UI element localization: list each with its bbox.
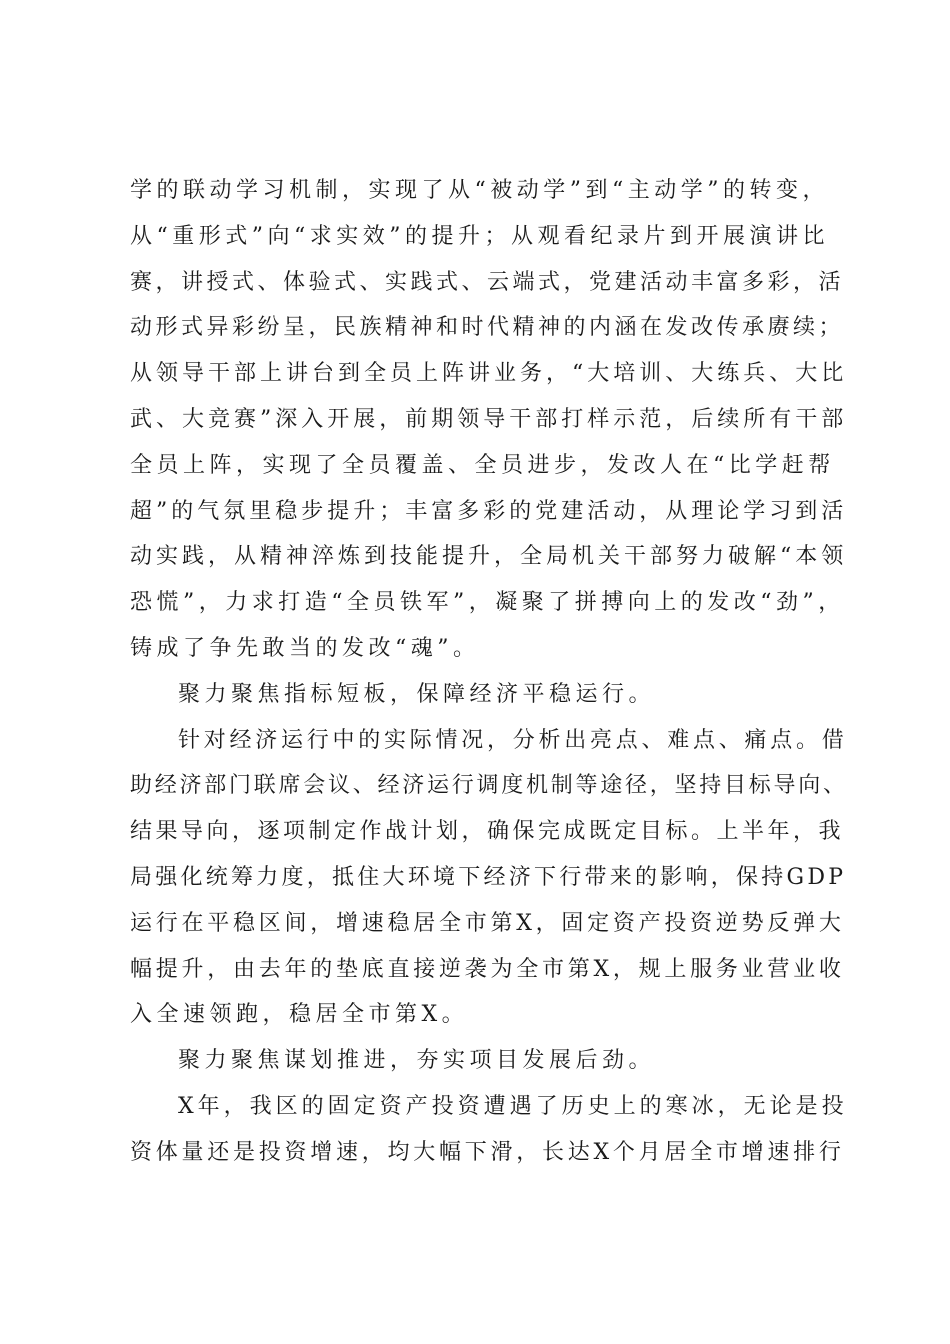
text-line: 铸成了争先敢当的发改“魂”。 [130,635,480,661]
text-line: 全员上阵，实现了全员覆盖、全员进步，发改人在“比学赶帮 [130,452,835,478]
text-line: 局强化统筹力度，抵住大环境下经济下行带来的影响，保持GDP [130,864,847,890]
text-line: 幅提升，由去年的垫底直接逆袭为全市第X，规上服务业营业收 [130,956,845,982]
text-line: 从领导干部上讲台到全员上阵讲业务，“大培训、大练兵、大比 [130,361,848,387]
text-line: 助经济部门联席会议、经济运行调度机制等途径，坚持目标导向、 [130,773,848,799]
section-heading: 聚力聚焦谋划推进，夯实项目发展后劲。 [178,1048,656,1074]
text-line: 从“重形式”向“求实效”的提升；从观看纪录片到开展演讲比 [130,223,829,249]
text-line: X年，我区的固定资产投资遭遇了历史上的寒冰，无论是投 [178,1093,848,1119]
text-line: 赛，讲授式、体验式、实践式、云端式，党建活动丰富多彩，活 [130,269,845,295]
text-line: 入全速领跑，稳居全市第X。 [130,1002,469,1028]
text-line: 运行在平稳区间，增速稳居全市第X，固定资产投资逆势反弹大 [130,910,845,936]
text-line: 动实践，从精神淬炼到技能提升，全局机关干部努力破解“本领 [130,544,848,570]
body-text [130,168,850,1176]
text-line: 超”的气氛里稳步提升；丰富多彩的党建活动，从理论学习到活 [130,498,848,524]
text-line: 动形式异彩纷呈，民族精神和时代精神的内涵在发改传承赓续； [130,315,845,341]
text-line: 武、大竞赛”深入开展，前期领导干部打样示范，后续所有干部 [130,406,848,432]
text-line: 针对经济运行中的实际情况，分析出亮点、难点、痛点。借 [178,727,848,753]
text-line: 结果导向，逐项制定作战计划，确保完成既定目标。上半年，我 [130,819,845,845]
text-line: 资体量还是投资增速，均大幅下滑，长达X个月居全市增速排行 [130,1139,845,1165]
text-line: 学的联动学习机制，实现了从“被动学”到“主动学”的转变， [130,178,829,203]
section-heading: 聚力聚焦指标短板，保障经济平稳运行。 [178,681,656,707]
text-line: 恐慌”，力求打造“全员铁军”，凝聚了拼搏向上的发改“劲”， [130,590,845,616]
